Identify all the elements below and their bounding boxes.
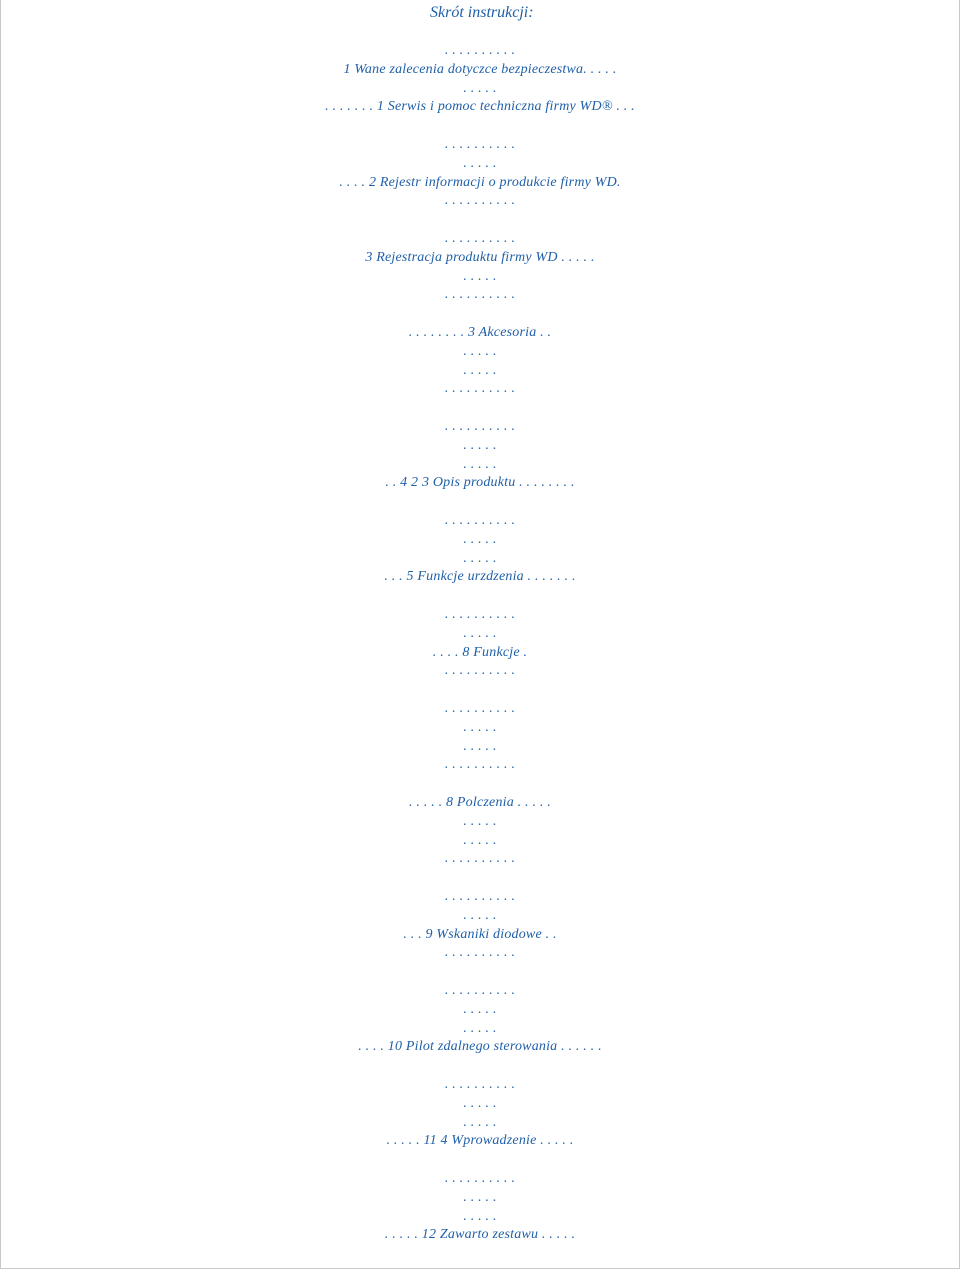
toc-line: . . . . . . . . . . <box>444 381 516 397</box>
toc-line: . . . . . <box>463 550 497 566</box>
toc-line: . . . . . <box>463 719 497 735</box>
toc-line: . . . . . 8 Polczenia . . . . . <box>409 795 551 810</box>
toc-line: . . . . . <box>463 1189 497 1205</box>
toc-line: . . . . 8 Funkcje . <box>432 644 528 660</box>
toc-line: . . . . . 12 Zawarto zestawu . . . . . <box>384 1227 576 1243</box>
toc-line: . . . . . . . . . . <box>444 1171 516 1186</box>
toc-line: 1 Wane zalecenia dotyczce bezpieczestwa. . . . . <box>343 61 617 77</box>
toc-line: . . . . . . . . . . <box>444 607 516 622</box>
toc-line: . . . . . <box>463 437 497 453</box>
toc-line: . . . . . <box>463 738 497 754</box>
toc-line: . . . . . . . . . . <box>444 1077 516 1092</box>
toc-line: . . . 5 Funkcje urzdzenia . . . . . . . <box>384 569 576 585</box>
toc-line: . . . . . . . 1 Serwis i pomoc techniczna firmy WD® . . . <box>325 99 635 115</box>
toc-line: . . . . . . . . . . <box>444 889 516 904</box>
toc-line: . . . . . . . . 3 Akcesoria . . <box>408 325 552 340</box>
toc-line: 3 Rejestracja produktu firmy WD . . . . . <box>365 249 595 265</box>
toc-line: . . . . . <box>463 343 497 359</box>
toc-line: . . . . . <box>463 813 497 829</box>
page-title: Skrót instrukcji: <box>430 4 534 21</box>
toc-line: . . . . . <box>463 1001 497 1017</box>
toc-line: . . . . 10 Pilot zdalnego sterowania . . . . . . <box>358 1039 602 1055</box>
toc-line: . . . . . . . . . . <box>444 663 516 679</box>
toc-line: . . . . . . . . . . <box>444 701 516 716</box>
toc-line: . . . . . . . . . . <box>444 43 516 58</box>
toc-line: . . . . . <box>463 80 497 96</box>
toc-line: . . . . . . . . . . <box>444 757 516 773</box>
toc-line: . . . . . <box>463 1020 497 1036</box>
toc-line: . . . . . <box>463 268 497 284</box>
toc-line: . . . . . <box>463 625 497 641</box>
toc-line: . . . . . . . . . . <box>444 945 516 961</box>
toc-line: . . . . . . . . . . <box>444 513 516 528</box>
toc-line: . . . . . <box>463 1114 497 1130</box>
table-of-contents <box>1 0 959 1268</box>
toc-line: . . . . . . . . . . <box>444 851 516 867</box>
toc-line: . . . . . <box>463 531 497 547</box>
toc-line: . . . . . . . . . . <box>444 983 516 998</box>
toc-line: . . . . . <box>463 1095 497 1111</box>
toc-line: . . . . . <box>463 907 497 923</box>
toc-line: . . . . . <box>463 362 497 378</box>
toc-line: . . . . . <box>463 155 497 171</box>
toc-line: . . . . . . . . . . <box>444 287 516 303</box>
toc-line: . . . . . . . . . . <box>444 137 516 152</box>
toc-line: . . . 9 Wskaniki diodowe . . <box>403 926 557 942</box>
toc-line: . . . . . <box>463 456 497 472</box>
toc-line: . . . . . 11 4 Wprowadzenie . . . . . <box>386 1133 574 1149</box>
toc-line: . . . . . . . . . . <box>444 419 516 434</box>
toc-line: . . . . 2 Rejestr informacji o produkcie firmy WD. <box>339 174 621 190</box>
toc-line: . . . . . . . . . . <box>444 193 516 209</box>
toc-line: . . 4 2 3 Opis produktu . . . . . . . . <box>385 475 575 491</box>
toc-line: . . . . . <box>463 832 497 848</box>
toc-line: . . . . . . . . . . <box>444 231 516 246</box>
toc-line: . . . . . <box>463 1208 497 1224</box>
